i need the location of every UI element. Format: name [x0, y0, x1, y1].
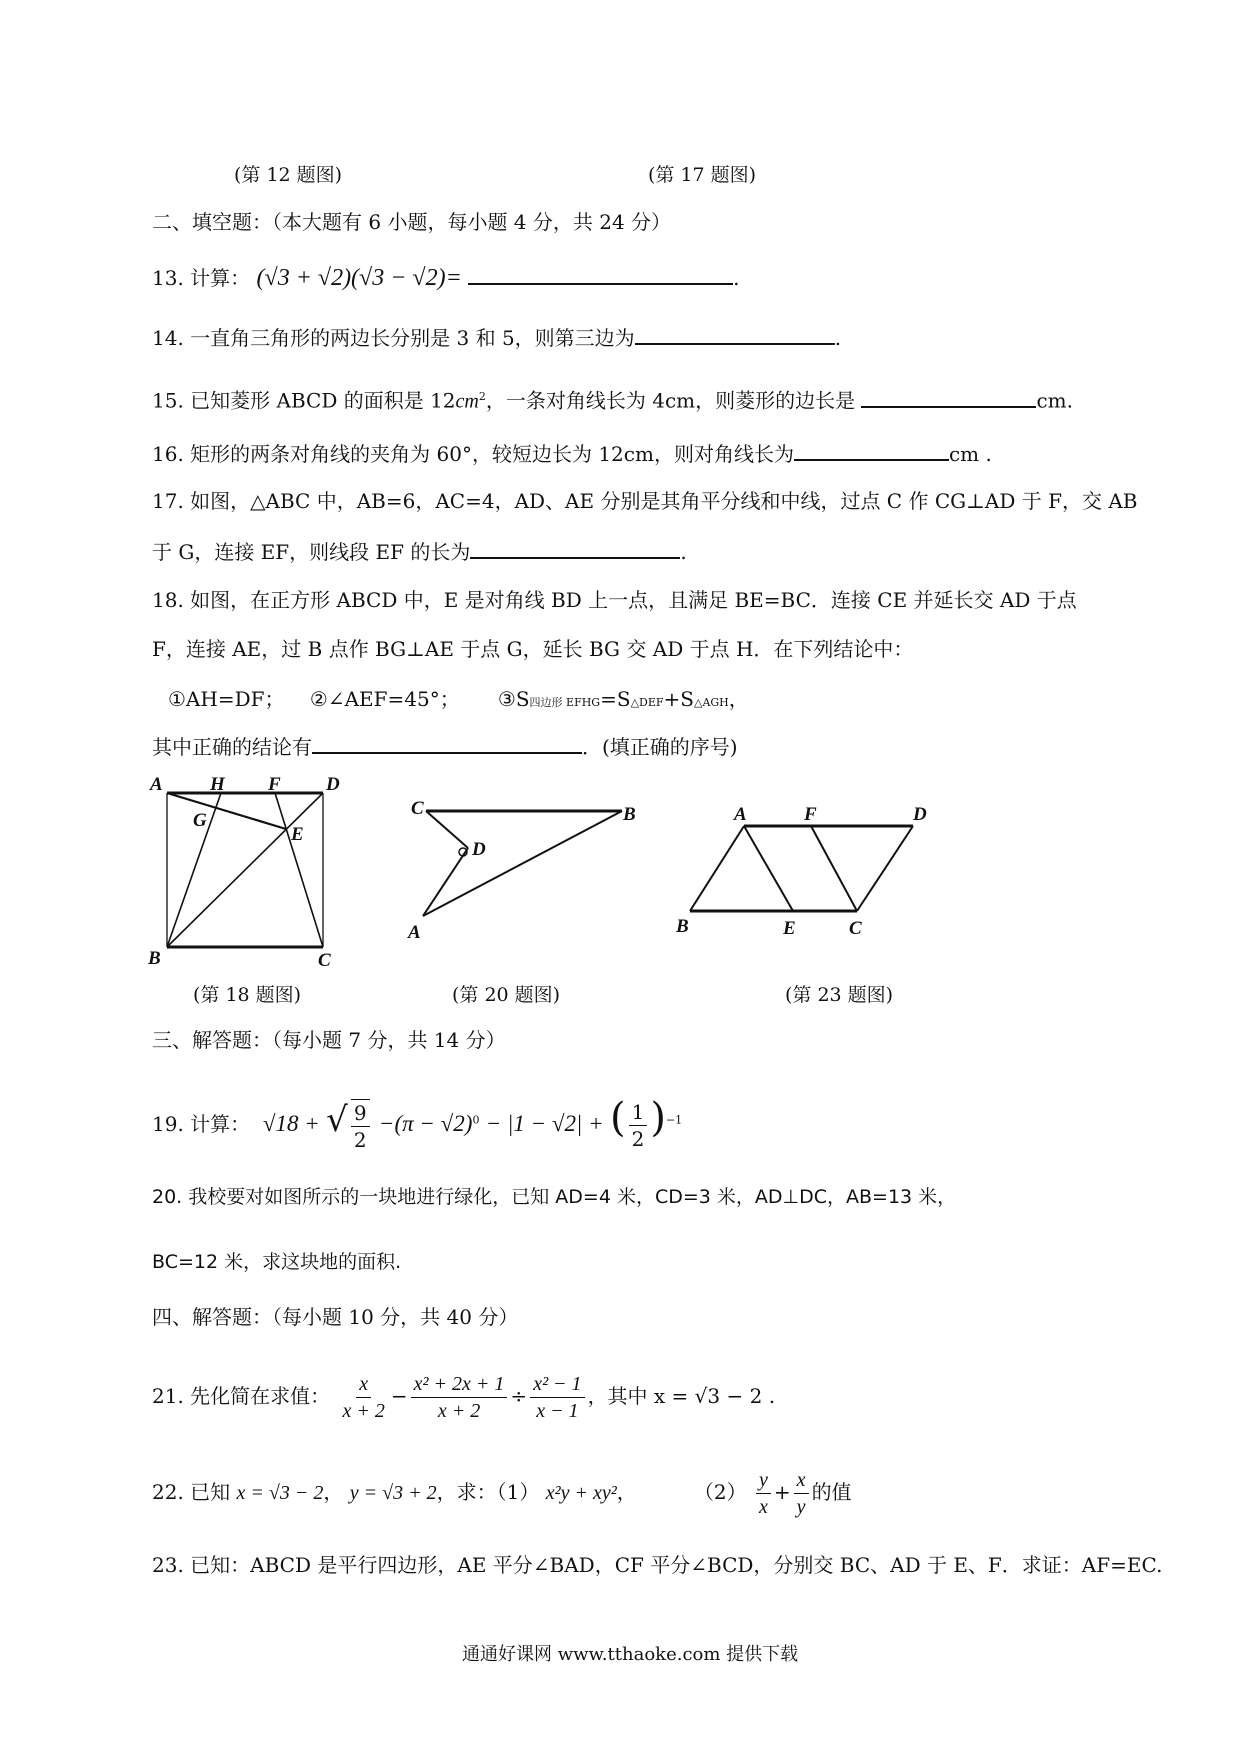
question-20-line2: BC=12 米，求这块地的面积. — [152, 1251, 402, 1273]
q19-part1: √18 + — [262, 1111, 320, 1136]
q22-comma: ， — [616, 1480, 637, 1504]
label-a: A — [734, 804, 747, 825]
q19-label: 19. 计算： — [152, 1112, 251, 1136]
label-d: D — [472, 839, 486, 860]
q14-end: . — [834, 326, 842, 350]
caption-fig18: (第 18 题图) — [193, 984, 302, 1006]
figure-18 — [167, 793, 323, 947]
q22-plus: + — [773, 1480, 791, 1504]
label-e: E — [291, 824, 304, 845]
question-18-line2: F，连接 AE，过 B 点作 BG⊥AE 于点 G，延长 BG 交 AD 于点 H．在下列结论中： — [152, 637, 914, 661]
c3-eq: =S — [600, 687, 631, 711]
q21-frac2-num: x² + 2x + 1 — [411, 1371, 508, 1398]
q19-part3: − |1 − √2| + — [485, 1111, 604, 1136]
question-21 — [152, 1368, 775, 1424]
q22-label: 22. 已知 — [152, 1480, 231, 1504]
c3-sub1: 四边形 EFHG — [529, 696, 601, 709]
c3-sub2: △DEF — [630, 696, 664, 709]
q21-frac1-num: x — [356, 1371, 371, 1398]
q21-divide: ÷ — [510, 1384, 528, 1408]
q18-end: ．(填正确的序号) — [582, 735, 738, 759]
question-20-line1: 20. 我校要对如图所示的一块地进行绿化，已知 AD=4 米，CD=3 米，AD⊥DC，AB=13 米， — [152, 1186, 957, 1208]
q22-ask: ，求：（1） — [436, 1480, 540, 1504]
label-f: F — [804, 804, 817, 825]
q17-end: . — [680, 540, 687, 564]
q21-frac1-den: x + 2 — [342, 1400, 385, 1422]
q14-text: 14. 一直角三角形的两边长分别是 3 和 5，则第三边为 — [152, 326, 635, 350]
conclusion-1: ①AH=DF； — [168, 687, 285, 711]
q22-expr1: x²y + xy² — [545, 1482, 617, 1504]
q19-radical: √ — [326, 1100, 348, 1140]
q21-frac2-den: x + 2 — [437, 1400, 481, 1422]
figure-20 — [423, 811, 622, 916]
q15-rest: ，一条对角线长为 4cm，则菱形的边长是 — [485, 388, 856, 413]
q22-frac2-den: y — [796, 1496, 806, 1518]
q21-frac3-num: x² − 1 — [530, 1371, 584, 1398]
q13-end: . — [733, 266, 740, 290]
q22-part2: （2） — [693, 1480, 747, 1504]
line-fc — [811, 826, 857, 911]
question-23: 23. 已知：ABCD 是平行四边形，AE 平分∠BAD，CF 平分∠BCD，分别交 BC、AD 于 E、F．求证：AF=EC. — [152, 1553, 1163, 1577]
q15-sup: 2 — [478, 390, 486, 403]
label-c: C — [318, 950, 331, 971]
side-cd — [426, 811, 468, 848]
caption-fig12: (第 12 题图) — [234, 164, 343, 186]
label-d: D — [326, 774, 340, 795]
section-3-heading: 三、解答题：（每小题 7 分，共 14 分） — [152, 1028, 506, 1052]
q22-x-value: x = √3 − 2 — [236, 1482, 324, 1504]
label-b: B — [623, 804, 636, 825]
label-a: A — [408, 922, 421, 943]
label-f: F — [268, 774, 281, 795]
side-ab — [690, 826, 744, 911]
c3-plus: +S — [663, 687, 694, 711]
q19-den2: 2 — [631, 1127, 645, 1151]
label-c: C — [849, 918, 862, 939]
side-dc — [857, 826, 913, 911]
label-b: B — [148, 948, 161, 969]
question-18-line1: 18. 如图，在正方形 ABCD 中，E 是对角线 BD 上一点，且满足 BE=BC．连接 CE 并延长交 AD 于点 — [152, 588, 1077, 612]
q22-frac1-num: y — [756, 1467, 771, 1494]
q18-text: 其中正确的结论有 — [152, 735, 312, 759]
q21-label: 21. 先化简在求值： — [152, 1384, 331, 1408]
side-ab — [423, 811, 622, 916]
label-g: G — [193, 810, 207, 831]
conclusion-2: ②∠AEF=45°； — [309, 687, 460, 711]
q16-end: cm . — [948, 442, 992, 466]
caption-fig23: (第 23 题图) — [785, 984, 894, 1006]
label-c: C — [411, 798, 424, 819]
q21-frac3-den: x − 1 — [536, 1400, 579, 1422]
question-19: 19. 计算： √18 + √ $\frac{9}{2}$ $-(\pi - √2)^0 - |1 - √2|$ + ( $\frac{1}{2}$ )$^{-1}$ — [152, 1095, 683, 1152]
line-ae — [744, 826, 793, 911]
c3-end: ， — [728, 687, 749, 711]
caption-fig17: (第 17 题图) — [648, 164, 757, 186]
q21-minus: − — [390, 1384, 408, 1408]
caption-fig20: (第 20 题图) — [452, 984, 561, 1006]
section-2-heading: 二、填空题：（本大题有 6 小题，每小题 4 分，共 24 分） — [152, 210, 672, 234]
q13-label: 13. 计算： — [152, 266, 251, 290]
q22-frac2-num: x — [794, 1467, 809, 1494]
q22-tail: 的值 — [811, 1480, 852, 1504]
figure-20-labels — [407, 798, 636, 943]
q19-num2: 1 — [629, 1099, 648, 1126]
footer: 通通好课网 www.tthaoke.com 提供下载 — [462, 1644, 799, 1665]
question-17-line1: 17. 如图，△ABC 中，AB=6，AC=4，AD、AE 分别是其角平分线和中线，过点 C 作 CG⊥AD 于 F，交 AB — [152, 489, 1138, 513]
q21-tail: ，其中 x = √3 − 2 . — [587, 1384, 776, 1408]
q19-part2: −(π − √2) — [378, 1111, 473, 1136]
q22-y-value: y = √3 + 2 — [349, 1482, 437, 1504]
section-4-heading: 四、解答题：（每小题 10 分，共 40 分） — [152, 1305, 519, 1329]
c3-sub3: △AGH — [693, 696, 729, 709]
label-e: E — [783, 918, 796, 939]
q15-text: 15. 已知菱形 ABCD 的面积是 12 — [152, 388, 456, 413]
q16-text: 16. 矩形的两条对角线的夹角为 60°，较短边长为 12cm，则对角线长为 — [152, 442, 794, 466]
q19-den: 2 — [353, 1127, 367, 1152]
q19-exp0: 0 — [472, 1113, 480, 1127]
q17-text: 于 G，连接 EF，则线段 EF 的长为 — [152, 540, 471, 564]
label-h: H — [210, 774, 225, 795]
q15-end: cm. — [1036, 388, 1074, 413]
q22-sep: ， — [323, 1480, 344, 1504]
label-b: B — [676, 916, 689, 937]
question-22 — [152, 1464, 852, 1521]
q19-exp-minus1: −1 — [665, 1113, 683, 1127]
line-ae — [167, 793, 286, 829]
side-da — [423, 848, 468, 916]
label-a: A — [150, 774, 163, 795]
q13-expression: (√3 + √2)(√3 − √2)= — [256, 265, 462, 291]
figure-23-labels — [675, 804, 927, 939]
label-d: D — [913, 804, 927, 825]
c3-s: ③S — [497, 687, 530, 711]
q15-unit: cm — [455, 390, 479, 413]
q19-num: 9 — [351, 1100, 370, 1127]
figure-23 — [690, 826, 913, 911]
q22-frac1-den: x — [759, 1496, 768, 1518]
